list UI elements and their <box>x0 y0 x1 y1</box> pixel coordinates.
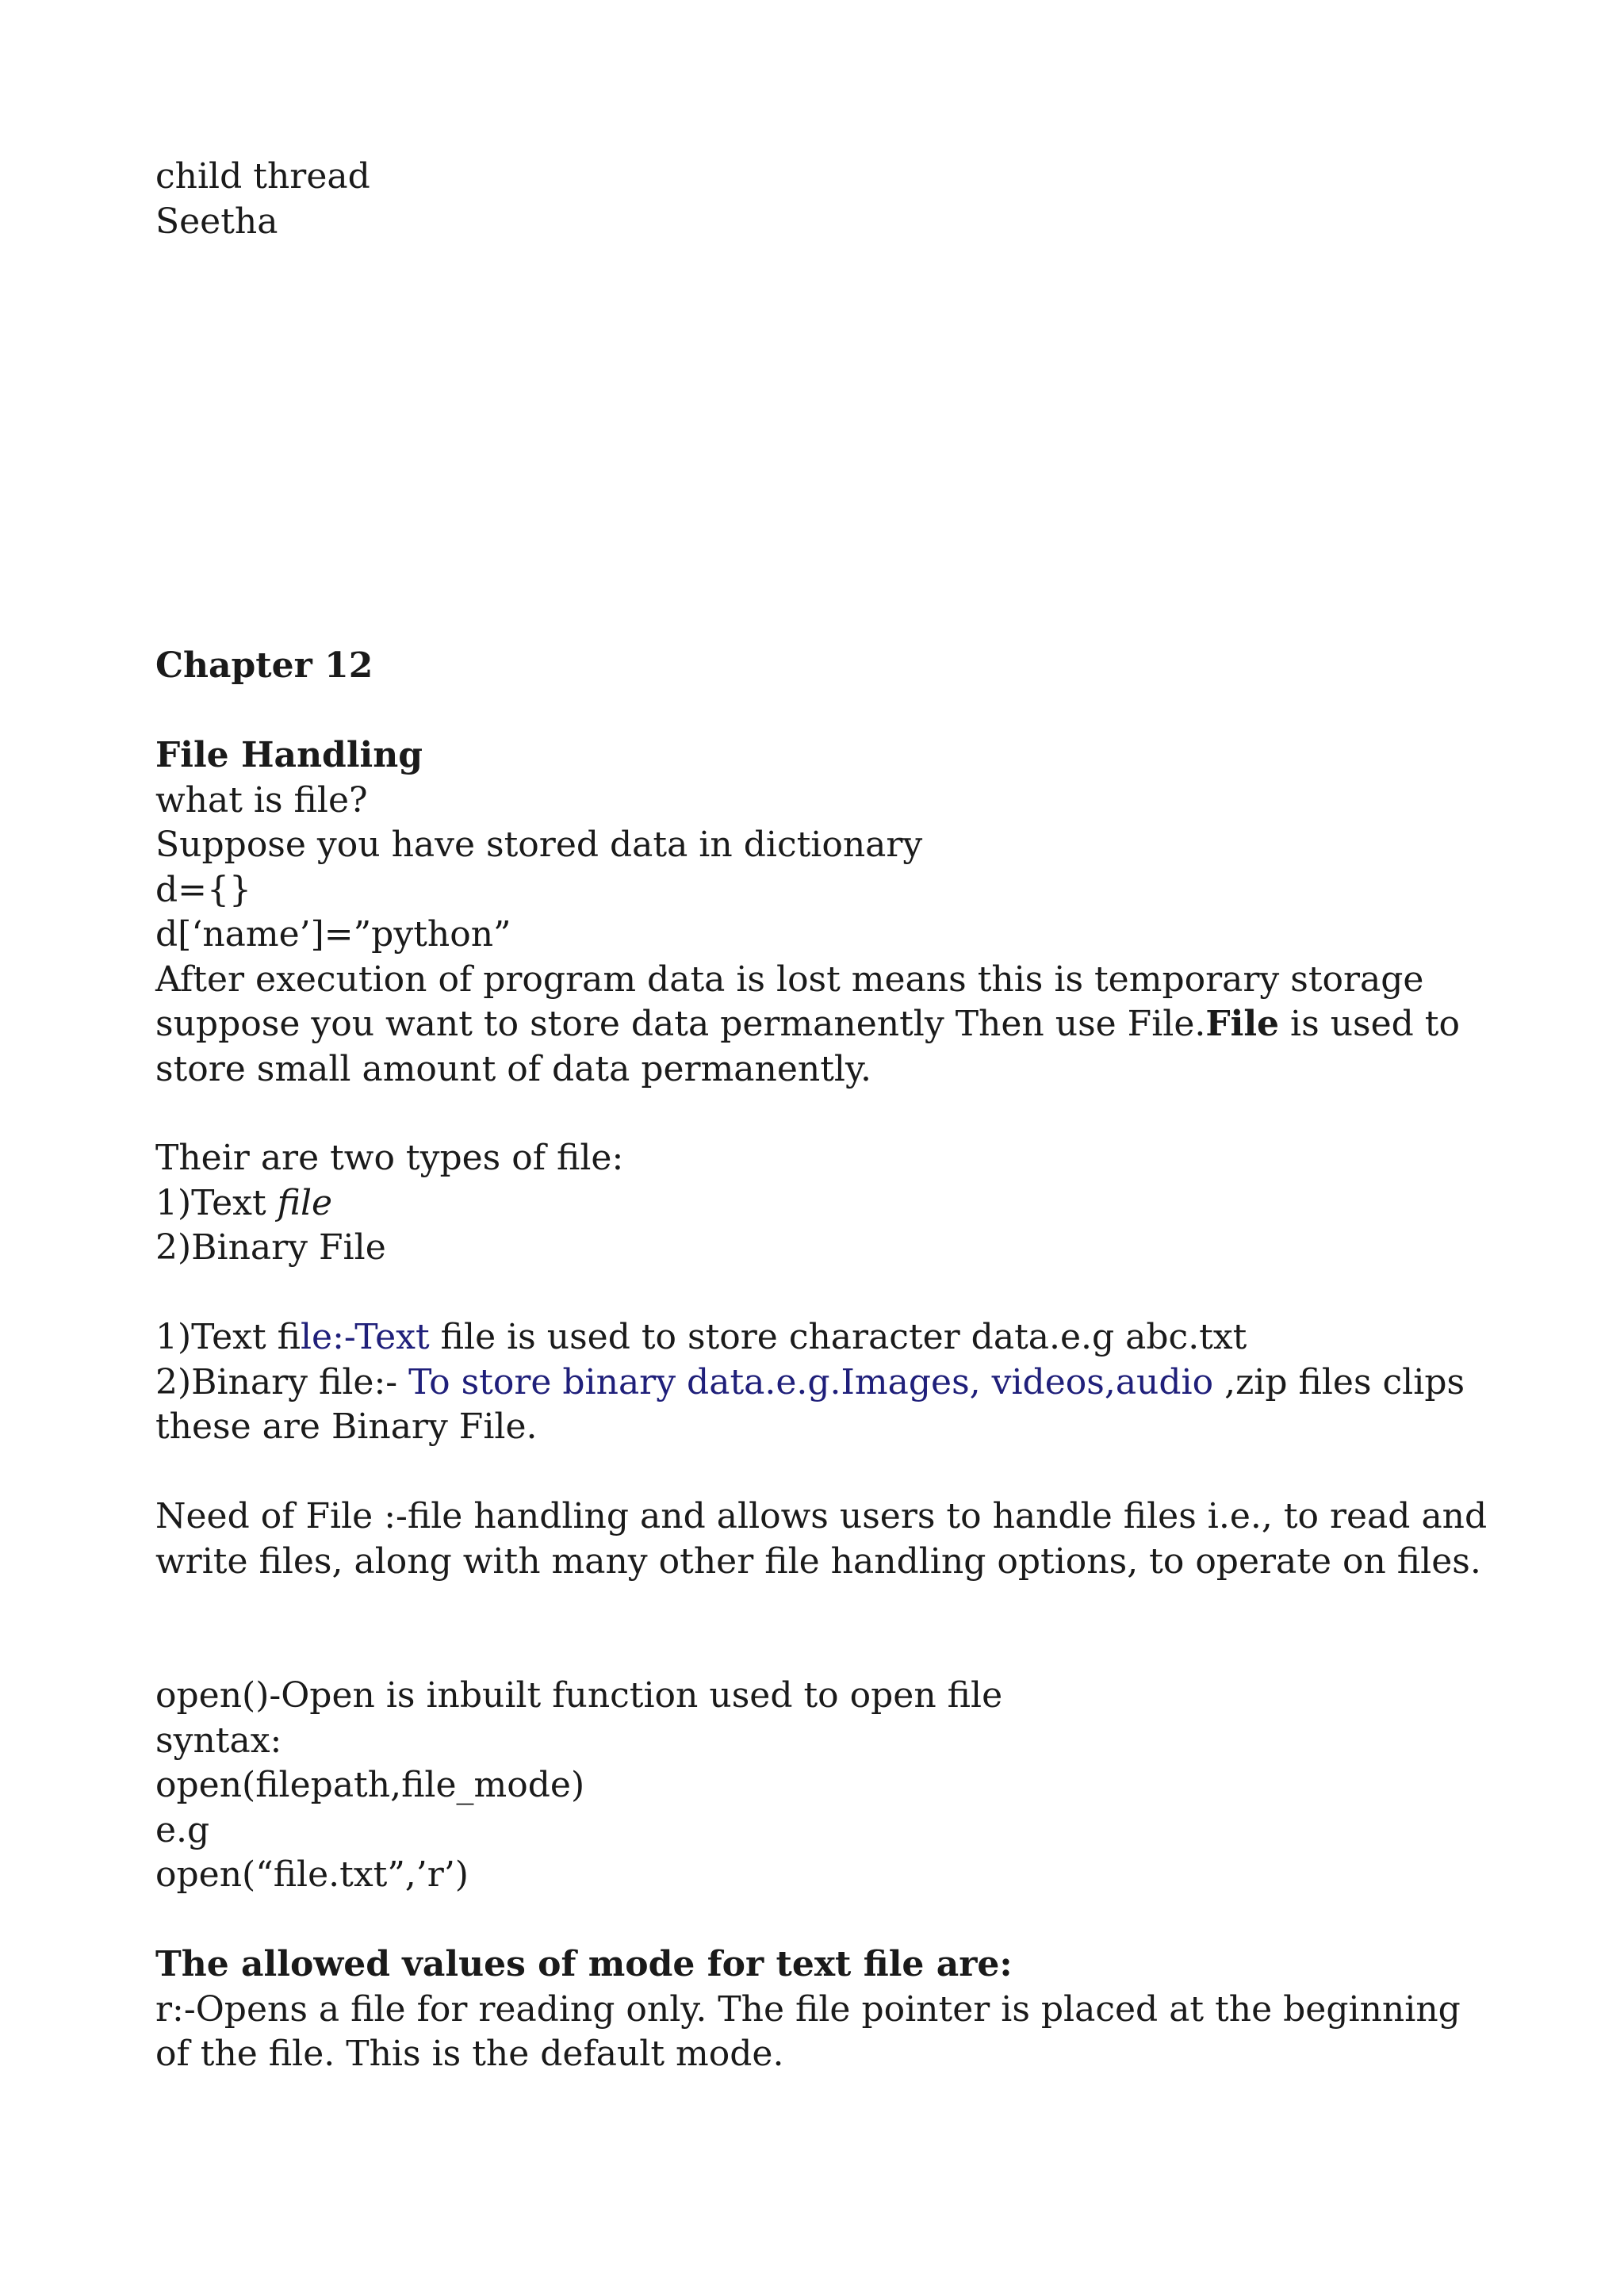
code-line-2: d[‘name’]=”python” <box>155 914 511 955</box>
need-paragraph: Need of File :-file handling and allows users to handle files i.e., to read and write files, along with many other file handling options, to operate on files. <box>155 1496 1488 1582</box>
open-definition: open()-Open is inbuilt function used to open file <box>155 1675 1003 1716</box>
types-intro: Their are two types of file: <box>155 1138 624 1178</box>
suppose-line: Suppose you have stored data in dictionary <box>155 825 923 865</box>
type-item-1-prefix: 1)Text <box>155 1182 278 1223</box>
storage-paragraph <box>155 958 1503 1093</box>
document-page <box>155 0 1503 2296</box>
binary-def-highlight: To store binary data.e.g.Images, videos,audio <box>408 1361 1214 1402</box>
paragraph-text-1: After execution of program data is lost means this is temporary storage suppose you want to store data permanently Then use File. <box>155 959 1424 1044</box>
example-label: e.g <box>155 1809 210 1850</box>
need-section <box>155 1494 1503 1584</box>
file-handling-section <box>155 733 1503 1092</box>
text-def-rest: file is used to store character data.e.g abc.txt <box>429 1317 1247 1357</box>
type-item-1 <box>155 1181 1503 1226</box>
text-def-highlight: ile:-Text <box>300 1317 430 1357</box>
question-line: what is file? <box>155 779 368 821</box>
paragraph-text-2: is used to store small amount of data permanently. <box>155 1004 1460 1089</box>
modes-section <box>155 1942 1503 2077</box>
text-def-prefix: 1)Text f <box>155 1317 301 1357</box>
paragraph-bold-file: File <box>1205 1004 1280 1044</box>
mode-r-description: r:-Opens a file for reading only. The file pointer is placed at the beginning of the file. This is the default mode. <box>155 1988 1461 2074</box>
syntax-code: open(filepath,file_mode) <box>155 1765 585 1805</box>
file-types-section <box>155 1136 1503 1271</box>
syntax-label: syntax: <box>155 1720 282 1761</box>
note-child-thread: child thread <box>155 156 370 197</box>
code-line-1: d={} <box>155 869 252 910</box>
type-item-2: 2)Binary File <box>155 1227 386 1268</box>
header-notes <box>155 155 1503 244</box>
modes-heading: The allowed values of mode for text file are: <box>155 1944 1013 1984</box>
text-file-definition <box>155 1315 1503 1360</box>
open-section <box>155 1674 1503 1898</box>
definitions-section <box>155 1315 1503 1450</box>
binary-def-prefix: 2)Binary file:- <box>155 1361 409 1402</box>
example-code: open(“file.txt”,’r’) <box>155 1854 469 1895</box>
type-item-1-italic: file <box>277 1182 333 1223</box>
section-heading: File Handling <box>155 735 423 775</box>
note-author: Seetha <box>155 201 278 242</box>
chapter-title: Chapter 12 <box>155 645 373 686</box>
binary-file-definition <box>155 1360 1503 1450</box>
chapter-heading <box>155 644 1503 689</box>
binary-def-rest: ,zip files clips these are Binary File. <box>155 1361 1465 1447</box>
